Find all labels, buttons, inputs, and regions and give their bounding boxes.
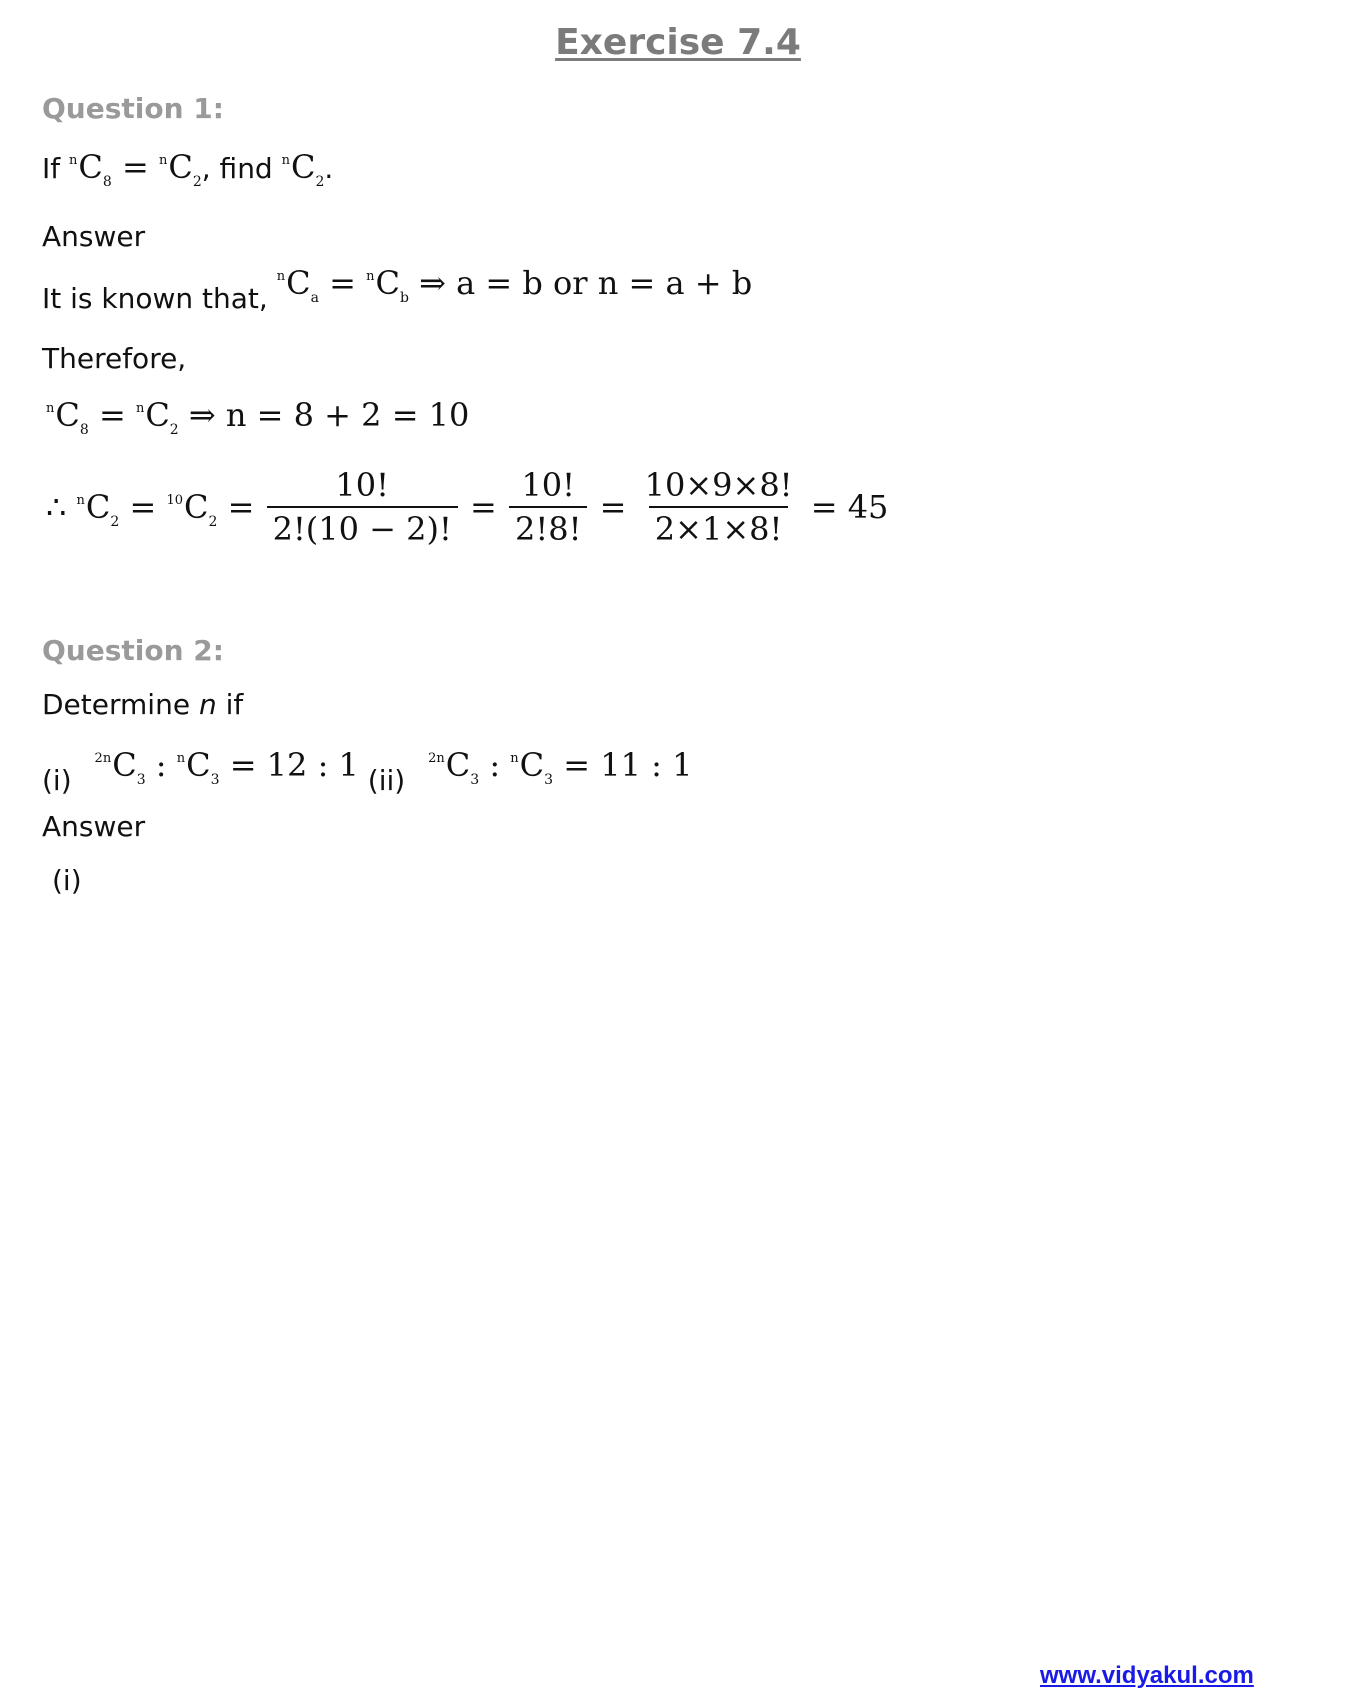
answer-label-2: Answer bbox=[42, 810, 146, 843]
vidyakul-link[interactable]: www.vidyakul.com bbox=[1040, 1662, 1254, 1689]
given-equation: $^nC_8 = ^nC_2$ bbox=[69, 148, 202, 190]
variable-n: n bbox=[198, 688, 217, 721]
question-1-prompt bbox=[42, 148, 334, 190]
known-that-text: It is known that, bbox=[42, 282, 268, 315]
n-value-relation: ⇒ n = 8 + 2 = 10 bbox=[188, 396, 470, 434]
result-value: = 45 bbox=[810, 488, 889, 526]
prompt-mid: , find bbox=[201, 152, 273, 185]
n-equation-line: $^nC_8 = ^nC_2$ ⇒ n = 8 + 2 = 10 bbox=[46, 396, 470, 438]
therefore-text: Therefore, bbox=[42, 342, 187, 375]
question-1-heading: Question 1: bbox=[42, 92, 224, 125]
prompt-prefix: If bbox=[42, 152, 61, 185]
part-i-label: (i) bbox=[42, 764, 72, 797]
fraction-1: $\frac{10!}{2!(10 - 2)!}$ bbox=[267, 466, 458, 548]
combination-property: $^nC_a = ^nC_b$ ⇒ a = b or n = a + b bbox=[276, 264, 753, 306]
fraction-3: $\frac{10\times 9\times 8!}{2\times 1\times 8!}$ bbox=[644, 466, 793, 548]
part-ii-expression: $^{2n}C_3$ : $^nC_3 = 11$ : 1 bbox=[428, 746, 693, 788]
question-2-heading: Question 2: bbox=[42, 634, 224, 667]
question-2-parts bbox=[42, 746, 693, 798]
page-title: Exercise 7.4 bbox=[555, 22, 801, 63]
property-relation: ⇒ a = b or n = a + b bbox=[419, 264, 753, 302]
evaluation-line: ∴ $^nC_2 = ^{10}C_2$ = $\frac{10!}{2!(10 - 2)!}$ = $\frac{10!}{2!8!}$ = $\frac{10\times 9\times 8!}{2\times 1\times 8!}$ = 45 bbox=[46, 466, 889, 548]
known-that-line bbox=[42, 264, 753, 316]
fraction-2: $\frac{10!}{2!8!}$ bbox=[509, 466, 587, 548]
answer-label-1: Answer bbox=[42, 220, 146, 253]
prompt-end: . bbox=[324, 152, 334, 185]
answer-part-i: (i) bbox=[52, 864, 82, 897]
find-expression: $^nC_2$ bbox=[281, 148, 325, 190]
part-i-expression: $^{2n}C_3$ : $^nC_3 = 12$ : 1 bbox=[94, 746, 359, 788]
part-ii-label: (ii) bbox=[367, 764, 406, 797]
question-2-prompt: Determine n if bbox=[42, 688, 244, 721]
